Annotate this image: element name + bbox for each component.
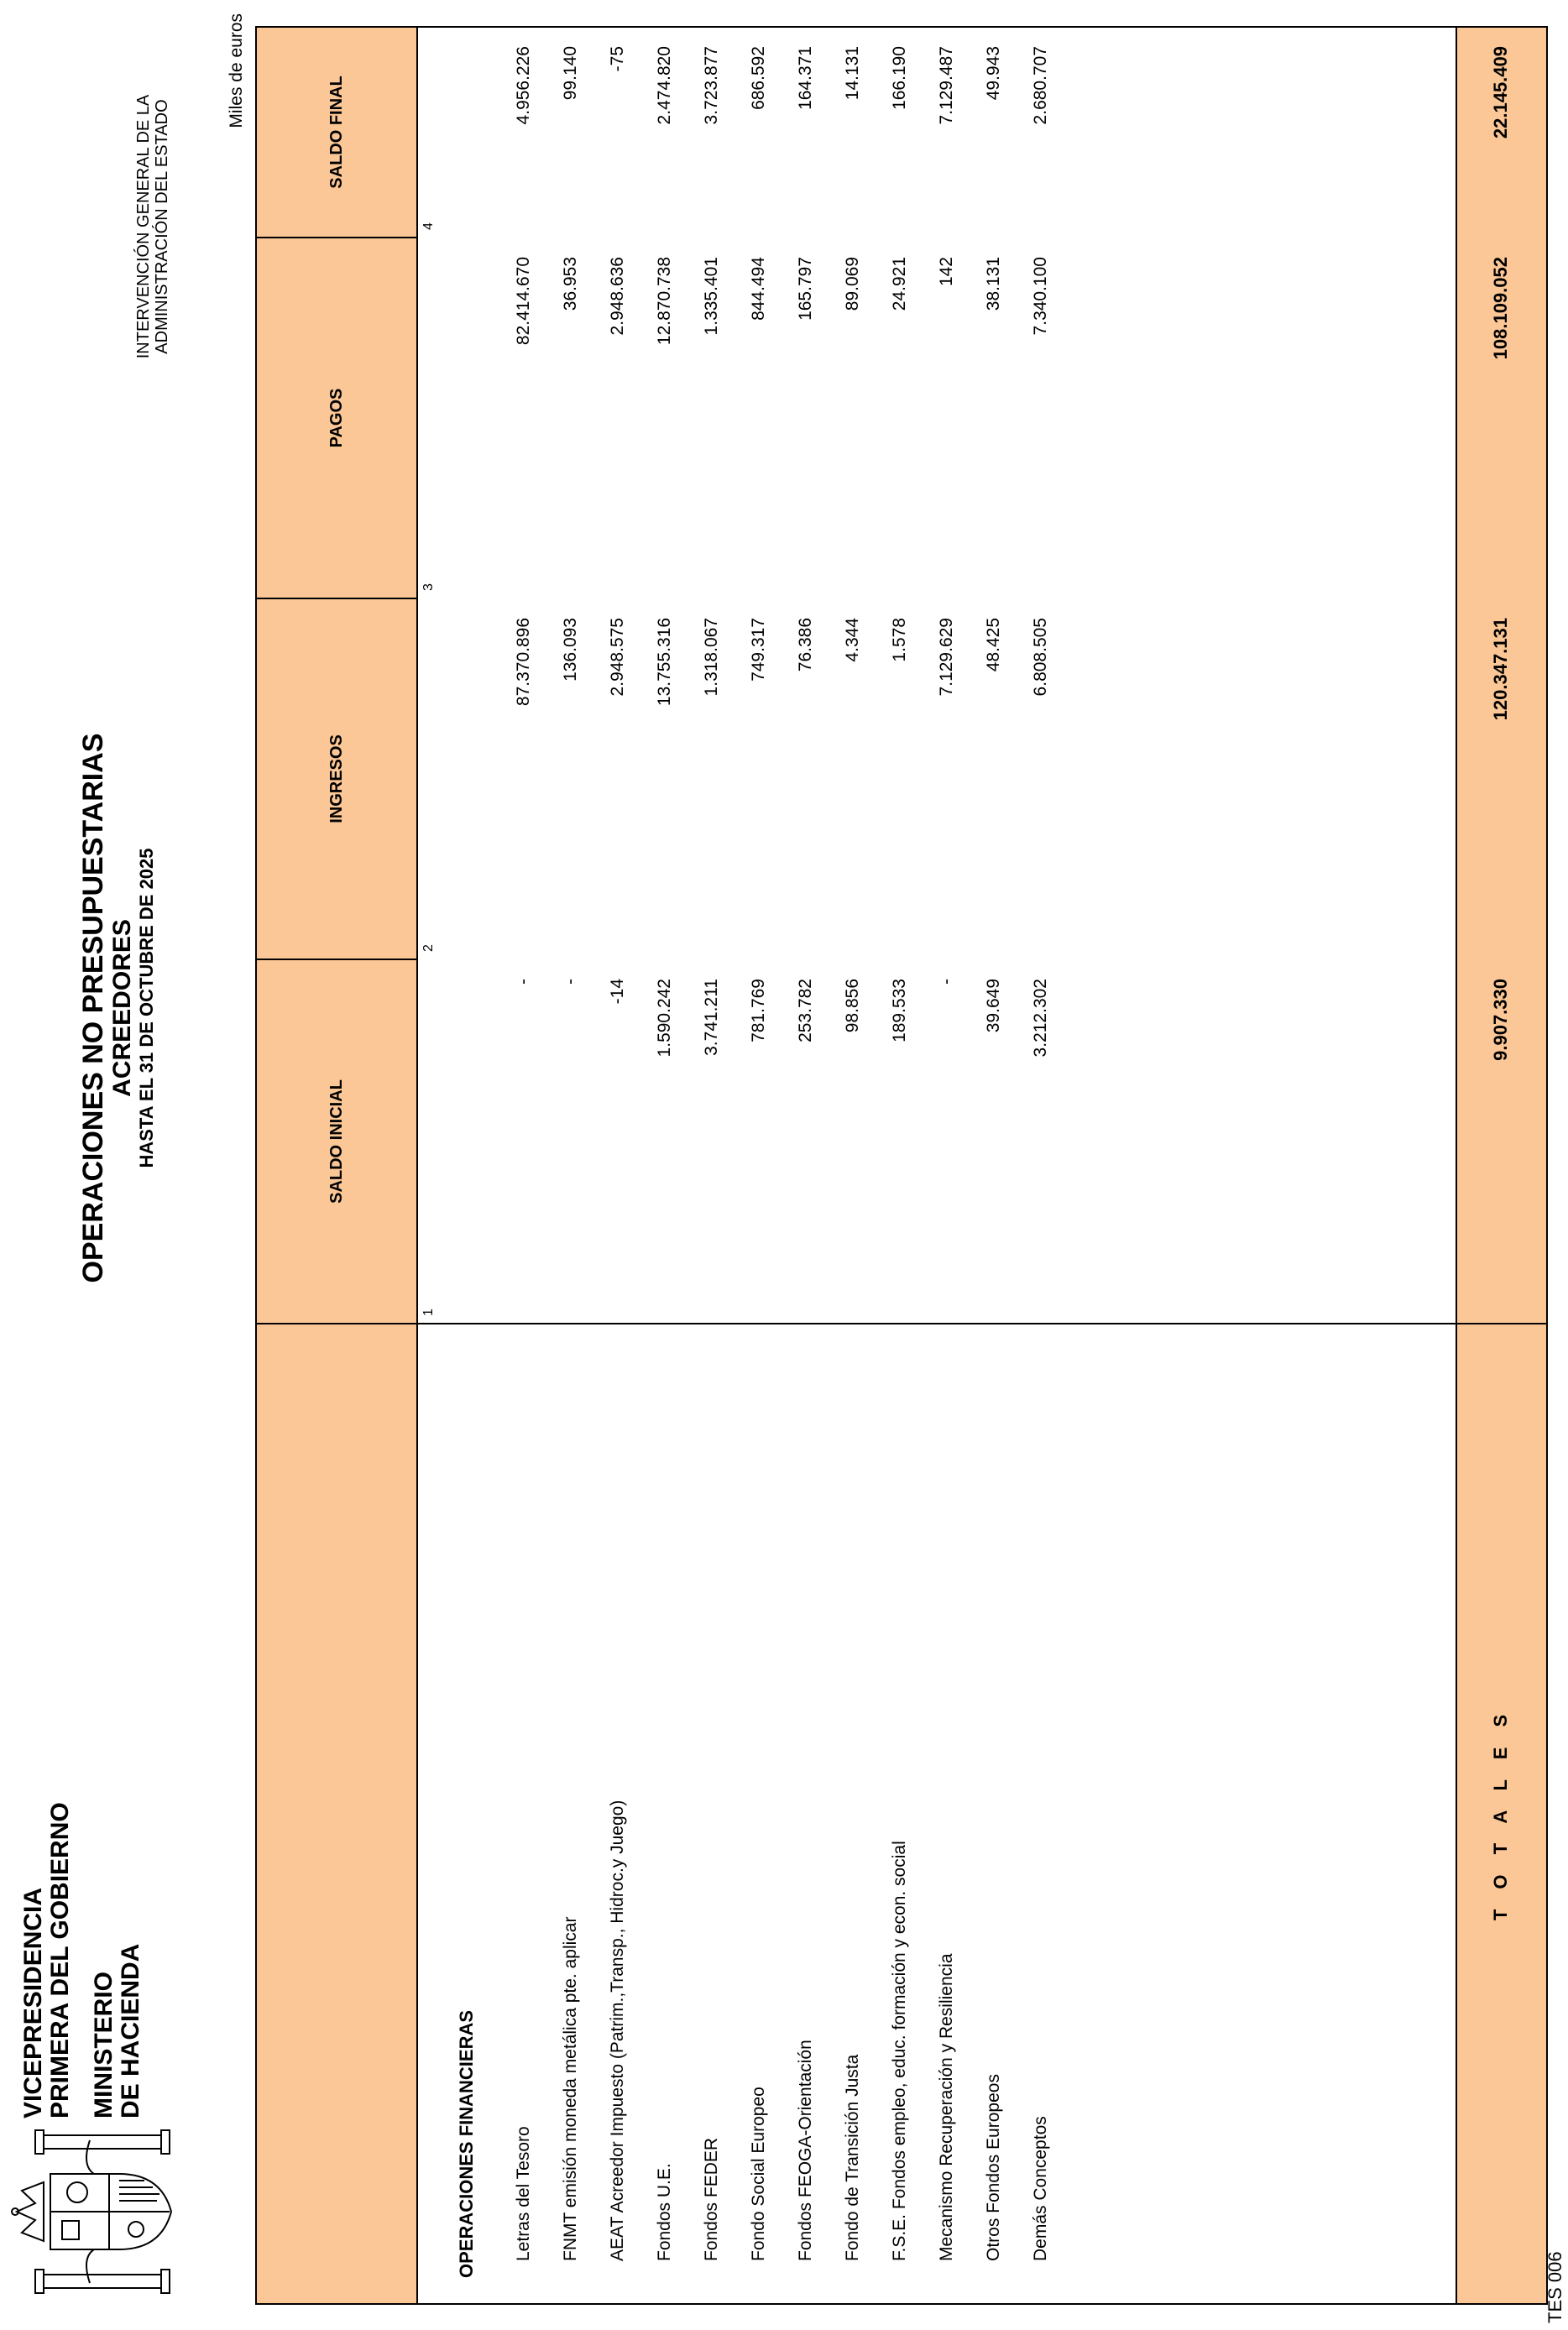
row-value: 166.190 [890,46,909,110]
table-row [688,28,735,2303]
column-header-ingresos: INGRESOS [327,734,346,823]
row-label: Mecanismo Recuperación y Resiliencia [937,1953,956,2261]
totals-label: T O T A L E S [1490,1706,1511,1921]
row-label: AEAT Acreedor Impuesto (Patrim.,Transp., Hidroc.y Juego) [608,1800,627,2261]
table-row [500,28,547,2303]
row-value: 4.344 [843,618,862,662]
table-row [1017,28,1064,2303]
row-value: 165.797 [796,257,815,321]
row-label: Fondos FEDER [702,2137,721,2261]
row-value: 1.590.242 [655,979,674,1058]
row-value: 2.680.707 [1031,46,1050,125]
row-value: 136.093 [561,618,580,682]
row-value: 189.533 [890,979,909,1042]
total-value: 22.145.409 [1490,46,1511,139]
report-title: OPERACIONES NO PRESUPUESTARIAS [77,733,109,1283]
table-row [641,28,688,2303]
ministry-line-1: MINISTERIO [90,1971,118,2118]
ministry-name [91,1944,144,2118]
column-header-saldo-inicial: SALDO INICIAL [327,1079,346,1204]
report-date: HASTA EL 31 DE OCTUBRE DE 2025 [136,848,157,1168]
row-value: 781.769 [749,979,768,1042]
units-label: Miles de euros [227,13,246,128]
section-title-text: OPERACIONES FINANCIERAS [456,2009,477,2278]
row-value: 6.808.505 [1031,618,1050,697]
total-value: 120.347.131 [1490,618,1511,721]
row-value: 12.870.738 [655,257,674,346]
report-subtitle: ACREEDORES [108,919,136,1097]
row-value: 7.129.487 [937,46,956,125]
table-row [594,28,641,2303]
row-value: 99.140 [561,46,580,101]
row-value: 39.649 [984,979,1003,1033]
coat-of-arms-emblem [10,2124,178,2300]
row-value: 686.592 [749,46,768,110]
row-label: Fondo Social Europeo [749,2087,768,2261]
row-value: 3.723.877 [702,46,721,125]
total-value: 108.109.052 [1490,257,1511,360]
table-row [735,28,782,2303]
row-value: 7.129.629 [937,618,956,697]
org-line-1: VICEPRESIDENCIA [19,1887,47,2118]
row-value: -14 [608,979,627,1005]
row-label: F.S.E. Fondos empleo, educ. formación y econ. social [890,1841,909,2261]
row-value: 3.741.211 [702,979,721,1056]
row-value: 82.414.670 [514,257,533,346]
row-label: Demás Conceptos [1031,2116,1050,2261]
report-table [255,26,1548,2305]
table-row [876,28,923,2303]
row-value: 1.318.067 [702,618,721,697]
row-label: Fondo de Transición Justa [843,2054,862,2261]
table-row [923,28,970,2303]
table-row [782,28,829,2303]
row-value: 14.131 [843,46,862,101]
igae-line-2: ADMINISTRACIÓN DEL ESTADO [153,99,171,354]
column-header-saldo-final: SALDO FINAL [327,76,346,189]
row-value: 89.069 [843,257,862,311]
column-number: 3 [421,583,436,591]
row-value: 7.340.100 [1031,257,1050,336]
row-label: Fondos U.E. [655,2163,674,2261]
row-value: 253.782 [796,979,815,1042]
row-value: - [937,979,956,985]
row-label: Letras del Tesoro [514,2126,533,2261]
row-value: 36.953 [561,257,580,311]
row-value: 2.948.636 [608,257,627,336]
row-value: 48.425 [984,618,1003,672]
row-value: -75 [608,46,627,72]
ministry-line-2: DE HACIENDA [117,1943,144,2118]
row-value: 38.131 [984,257,1003,311]
table-row [547,28,594,2303]
row-value: 749.317 [749,618,768,682]
row-value: 164.371 [796,46,815,110]
org-line-2: PRIMERA DEL GOBIERNO [46,1802,74,2118]
row-value: 76.386 [796,618,815,672]
row-label: Otros Fondos Europeos [984,2074,1003,2261]
row-value: - [561,979,580,985]
row-value: 49.943 [984,46,1003,101]
column-header-pagos: PAGOS [327,388,346,448]
row-value: 1.578 [890,618,909,662]
table-row [970,28,1017,2303]
row-value: 3.212.302 [1031,979,1050,1058]
column-number: 4 [421,222,436,230]
row-value: 98.856 [843,979,862,1033]
total-value: 9.907.330 [1490,979,1511,1061]
igae-name [134,8,171,445]
row-value: 13.755.316 [655,618,674,707]
column-number: 2 [421,944,436,952]
document-code: TES 006 [1544,2251,1565,2323]
report-title-block [77,559,158,1457]
row-value: 4.956.226 [514,46,533,125]
row-value: 1.335.401 [702,257,721,336]
row-label: FNMT emisión moneda metálica pte. aplicar [561,1916,580,2261]
row-value: 2.948.575 [608,618,627,697]
igae-line-1: INTERVENCIÓN GENERAL DE LA [134,94,153,359]
table-row [829,28,876,2303]
column-number: 1 [421,1309,436,1316]
row-value: 24.921 [890,257,909,311]
row-value: 2.474.820 [655,46,674,125]
row-value: - [514,979,533,985]
government-name [20,1802,74,2118]
row-value: 142 [937,257,956,287]
row-label: Fondos FEOGA-Orientación [796,2040,815,2261]
row-value: 844.494 [749,257,768,321]
row-value: 87.370.896 [514,618,533,707]
